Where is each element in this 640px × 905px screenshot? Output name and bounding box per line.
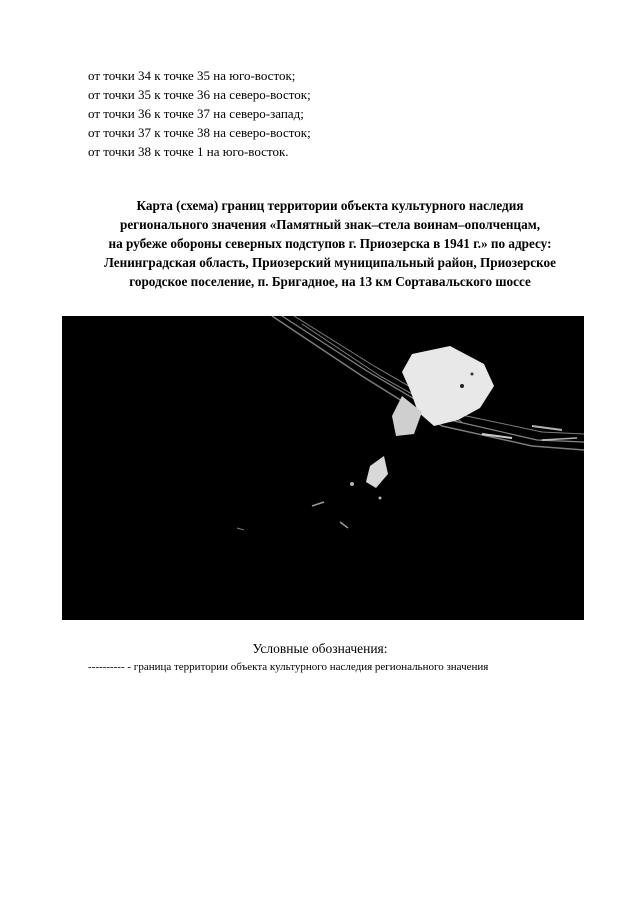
direction-line: от точки 36 к точке 37 на северо-запад; bbox=[88, 106, 304, 121]
legend-item-label: - граница территории объекта культурного наследия регионального значения bbox=[127, 661, 489, 673]
direction-line: от точки 37 к точке 38 на северо-восток; bbox=[88, 125, 311, 140]
title-line: регионального значения «Памятный знак–стела воинам–ополченцам, bbox=[119, 217, 541, 232]
direction-line: от точки 34 к точке 35 на юго-восток; bbox=[88, 68, 296, 83]
title-line: Ленинградская область, Приозерский муниципальный район, Приозерское bbox=[104, 255, 556, 270]
map-image bbox=[62, 316, 584, 620]
legend-dashed-line-symbol: ---------- bbox=[88, 661, 125, 673]
title-line: Карта (схема) границ территории объекта культурного наследия bbox=[136, 198, 524, 213]
direction-line: от точки 35 к точке 36 на северо-восток; bbox=[88, 87, 311, 102]
title-line: на рубеже обороны северных подступов г. Приозерска в 1941 г.» по адресу: bbox=[108, 236, 552, 251]
title-line: городское поселение, п. Бригадное, на 13 км Сортавальского шоссе bbox=[129, 274, 531, 289]
boundary-directions-list bbox=[88, 66, 311, 161]
map-scheme-image bbox=[62, 316, 584, 620]
map-title bbox=[60, 196, 600, 291]
legend-title: Условные обозначения: bbox=[252, 641, 388, 656]
direction-line: от точки 38 к точке 1 на юго-восток. bbox=[88, 144, 289, 159]
legend-item bbox=[88, 660, 488, 674]
